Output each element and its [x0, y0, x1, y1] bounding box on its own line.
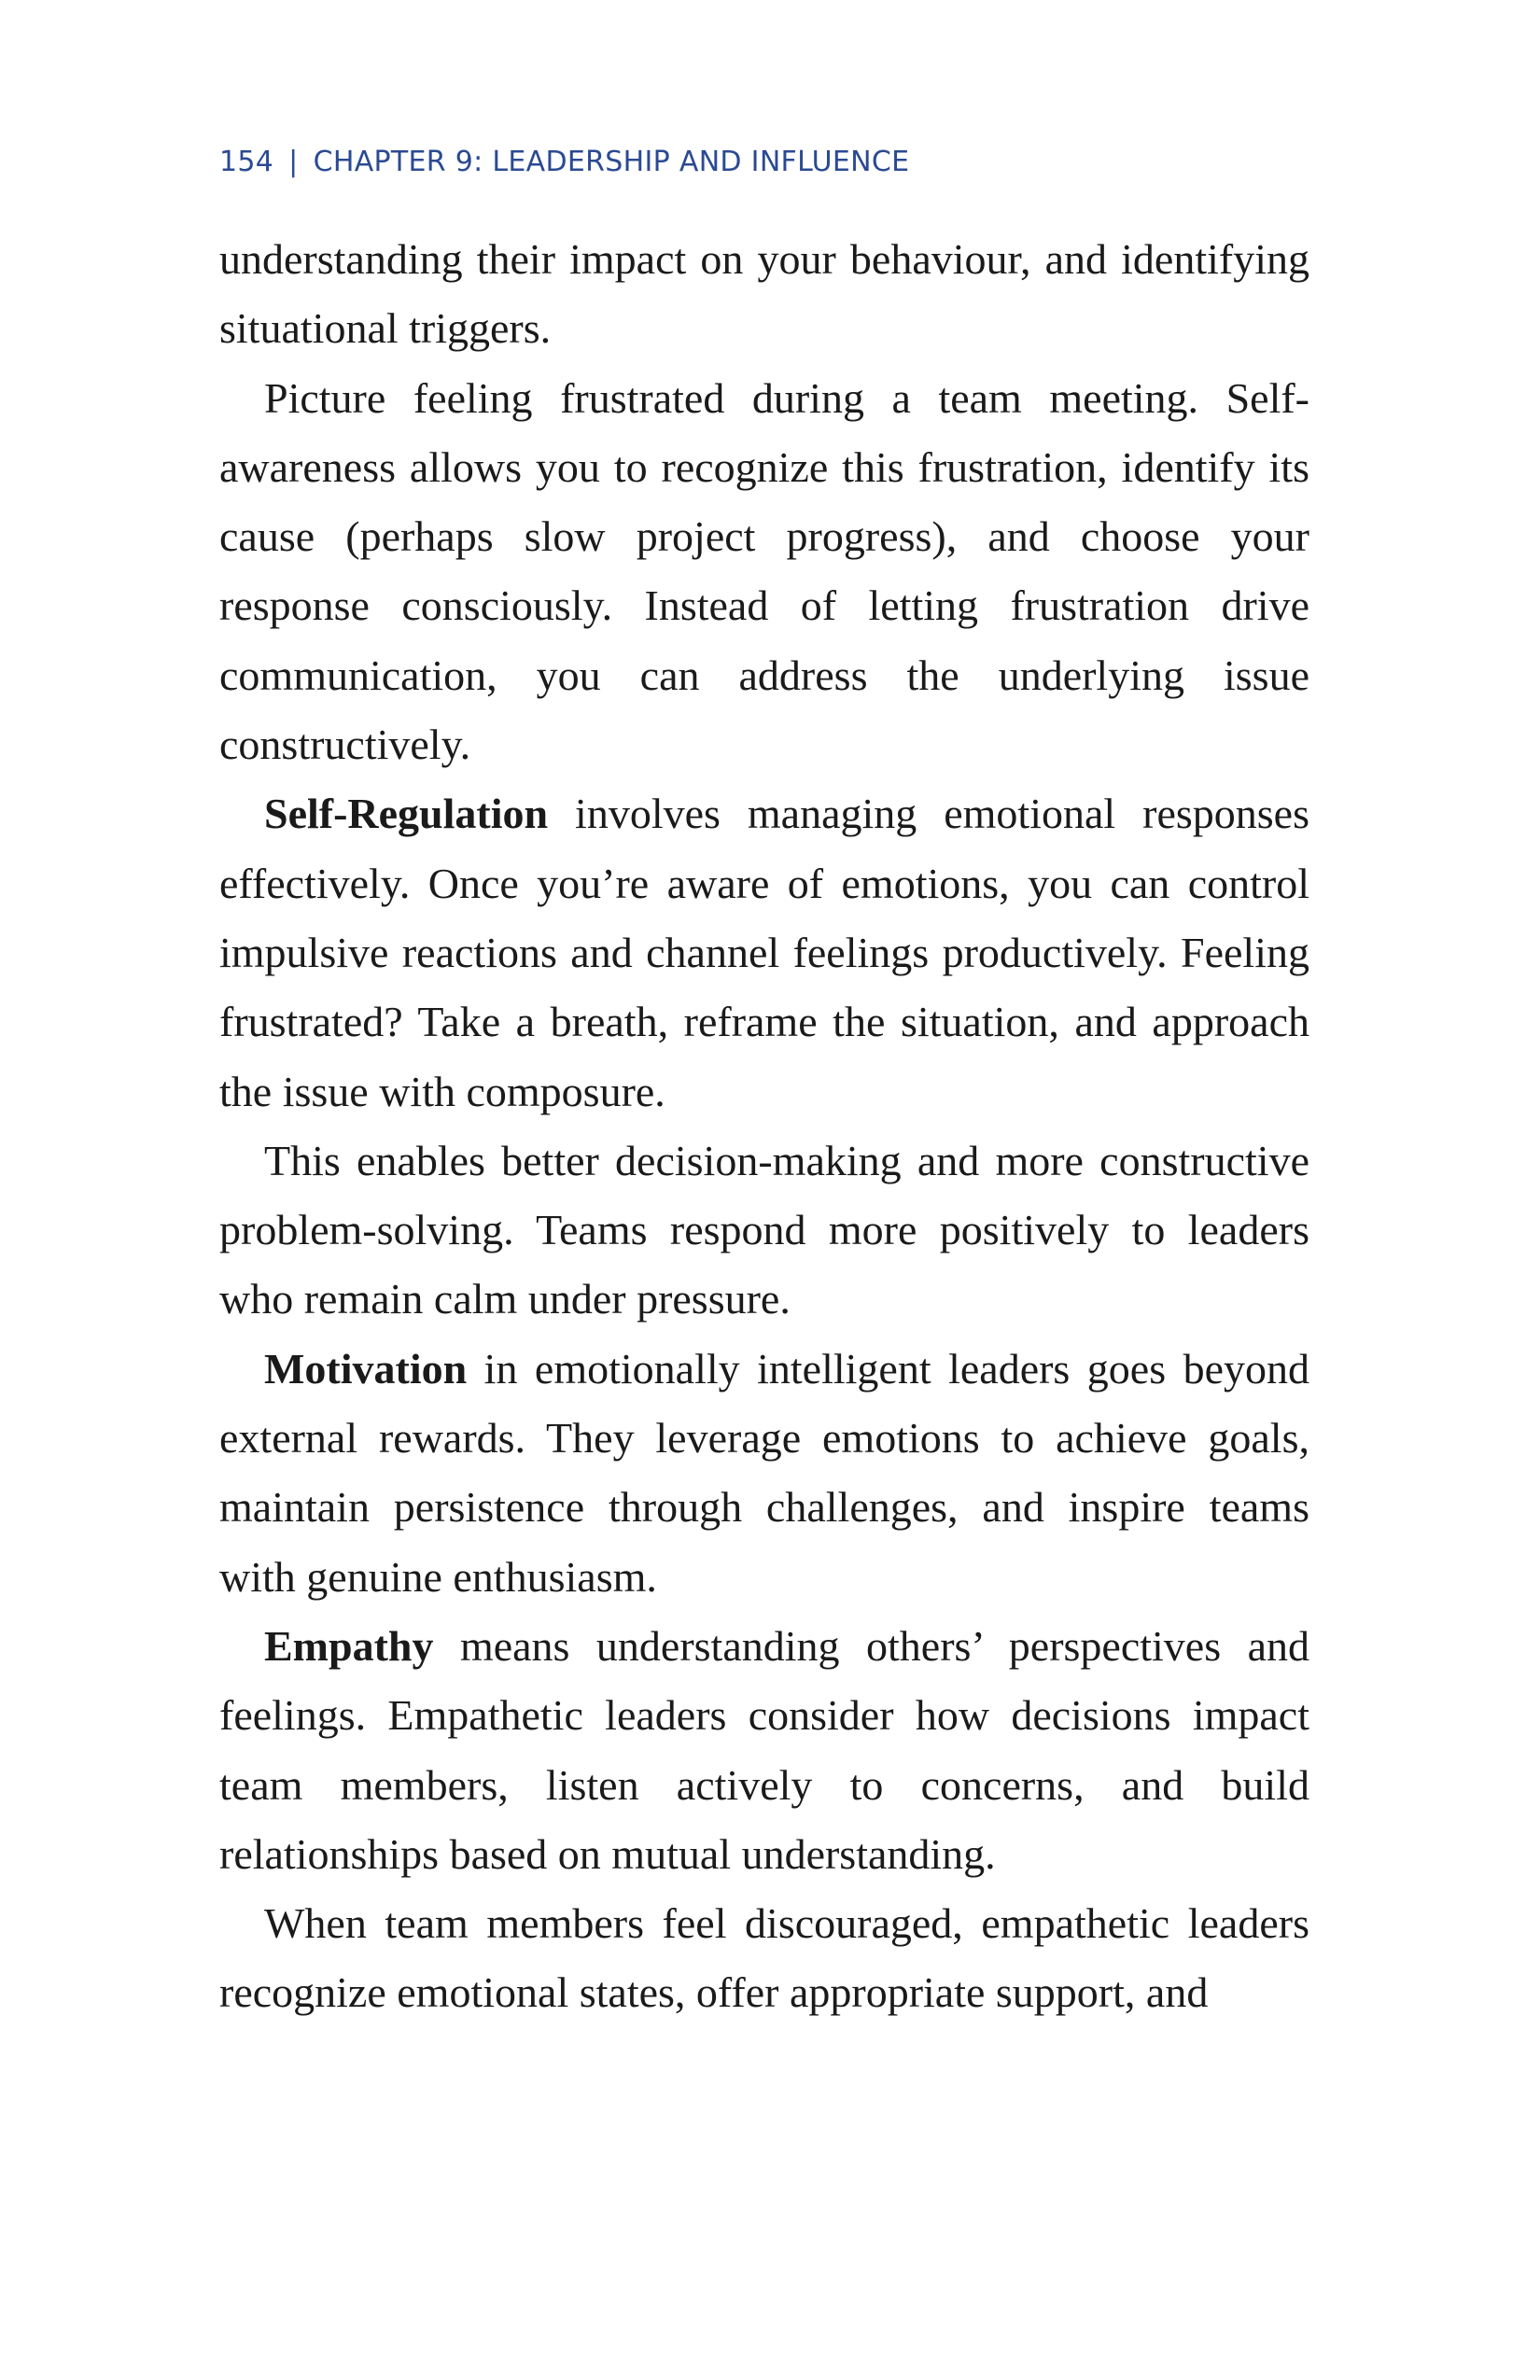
term-motivation: Motivation — [264, 1344, 468, 1393]
paragraph-2 — [219, 364, 1309, 780]
paragraph-text: When team members feel discouraged, empathetic leaders recognize emotional states, offer appropriate support, and — [219, 1899, 1309, 2017]
paragraph-text: This enables better decision-making and more constructive problem-solving. Teams respond more positively to leaders who remain calm under pressure. — [219, 1136, 1309, 1323]
paragraph-7 — [219, 1889, 1309, 2028]
paragraph-text: in emotionally intelligent leaders goes beyond external rewards. They leverage emotions to achieve goals, maintain persistence through challenges, and inspire teams with genuine enthusiasm. — [219, 1344, 1309, 1601]
paragraph-5 — [219, 1335, 1309, 1612]
term-empathy: Empathy — [264, 1621, 434, 1670]
running-header — [219, 144, 1321, 181]
page-number: 154 — [219, 146, 274, 178]
paragraph-1 — [219, 225, 1309, 364]
paragraph-text: involves managing emotional responses effectively. Once you’re aware of emotions, you can control impulsive reactions and channel feelings productively. Feeling frustrated? Take a breath, reframe the situation, and approach the issue with composure. — [219, 790, 1309, 1115]
paragraph-text: means understanding others’ perspectives and feelings. Empathetic leaders consider how decisions impact team members, listen actively to concerns, and build relationships based on mutual understanding. — [219, 1621, 1309, 1878]
paragraph-3 — [219, 779, 1309, 1126]
paragraph-text: Picture feeling frustrated during a team meeting. Self-awareness allows you to recognize this frustration, identify its cause (perhaps slow project progress), and choose your response consciously. Instead of letting frustration drive communication, you can address the underlying issue constructively. — [219, 373, 1309, 769]
body-text — [219, 225, 1309, 2028]
chapter-title: CHAPTER 9: LEADERSHIP AND INFLUENCE — [313, 146, 910, 178]
paragraph-6 — [219, 1612, 1309, 1889]
paragraph-4 — [219, 1127, 1309, 1335]
paragraph-text: understanding their impact on your behaviour, and identifying situational triggers. — [219, 235, 1309, 353]
term-self-regulation: Self-Regulation — [264, 790, 549, 838]
header-separator: | — [288, 146, 299, 178]
